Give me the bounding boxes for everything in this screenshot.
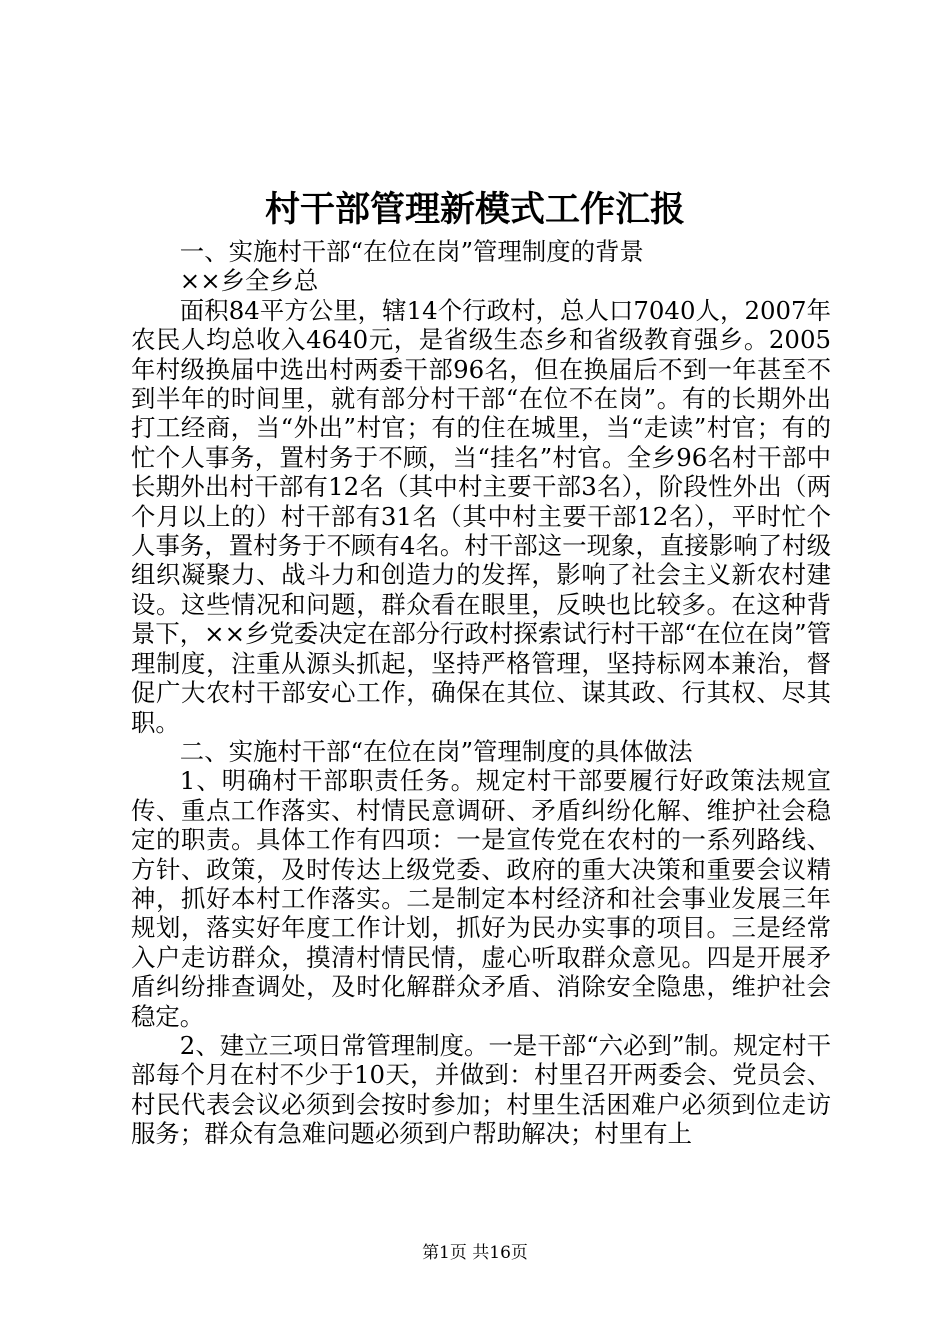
document-title: 村干部管理新模式工作汇报 (264, 189, 685, 230)
paragraph: 面积84平方公里，辖14个行政村，总人口7040人，2007年农民人均总收入4640元，是省级生态乡和省级教育强乡。2005年村级换届中选出村两委干部96名，但在换届后不到一年甚至不到半年的时间里，就有部分村干部“在位不在岗”。有的长期外出打工经商，当“外出”村官；有的住在城里，当“走读”村官；有的忙个人事务，置村务于不顾，当“挂名”村官。全乡96名村干部中长期外出村干部有12名（其中村主要干部3名），阶段性外出（两个月以上的）村干部有31名（其中村主要干部12名），平时忙个人事务，置村务于不顾有4名。村干部这一现象，直接影响了村级组织凝聚力、战斗力和创造力的发挥，影响了社会主义新农村建设。这些情况和问题，群众看在眼里，反映也比较多。在这种背景下，××乡党委决定在部分行政村探索试行村干部“在位在岗”管理制度，注重从源头抓起，坚持严格管理，坚持标网本兼治，督促广大农村干部安心工作，确保在其位、谋其政、行其权、尽其职。 (131, 295, 831, 737)
document-body (131, 237, 831, 1149)
paragraph: 2、建立三项日常管理制度。一是干部“六必到”制。规定村干部每个月在村不少于10天，并做到：村里召开两委会、党员会、村民代表会议必须到会按时参加；村里生活困难户必须到位走访服务；群众有急难问题必须到户帮助解决；村里有上 (131, 1030, 831, 1149)
section-heading-practice: 二、实施村干部“在位在岗”管理制度的具体做法 (179, 736, 693, 766)
page-footer: 第1页 共16页 (422, 1243, 528, 1263)
paragraph: ××乡全乡总 (179, 266, 319, 296)
paragraph: 1、明确村干部职责任务。规定村干部要履行好政策法规宣传、重点工作落实、村情民意调研、矛盾纠纷化解、维护社会稳定的职责。具体工作有四项：一是宣传党在农村的一系列路线、方针、政策，及时传达上级党委、政府的重大决策和重要会议精神，抓好本村工作落实。二是制定本村经济和社会事业发展三年规划，落实好年度工作计划，抓好为民办实事的项目。三是经常入户走访群众，摸清村情民情，虚心听取群众意见。四是开展矛盾纠纷排查调处，及时化解群众矛盾、消除安全隐患，维护社会稳定。 (131, 766, 831, 1031)
section-heading-background: 一、实施村干部“在位在岗”管理制度的背景 (179, 237, 644, 266)
